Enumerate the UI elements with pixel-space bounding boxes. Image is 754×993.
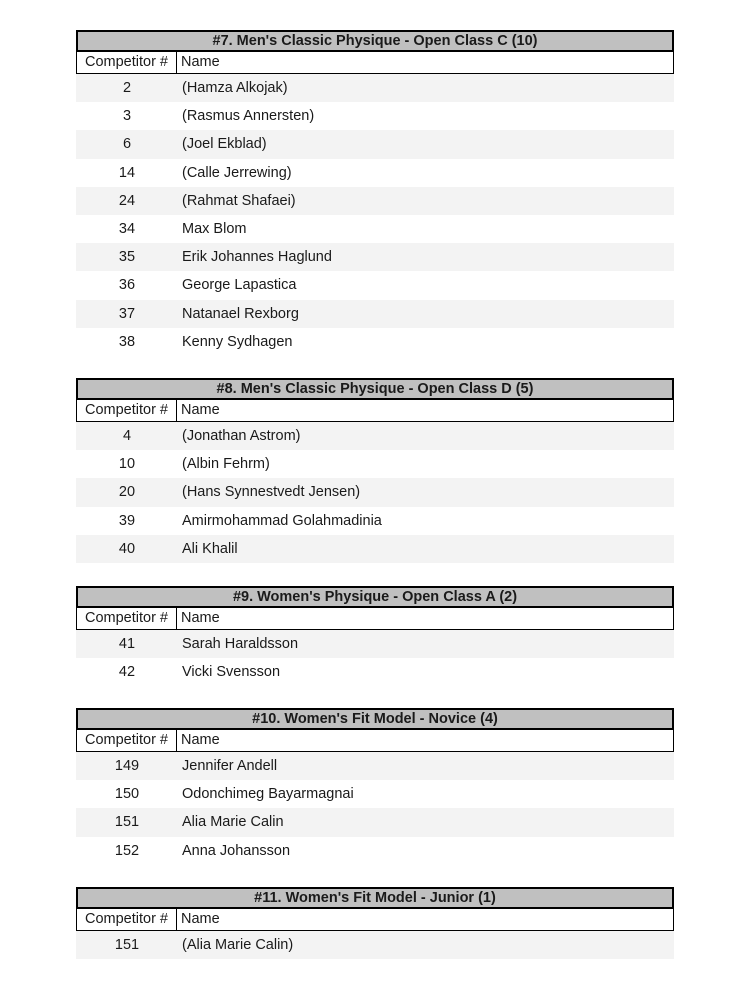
header-name: Name (181, 911, 220, 927)
table-row (76, 752, 674, 780)
competitor-name: (Albin Fehrm) (182, 456, 270, 473)
table-row (76, 130, 674, 158)
competitor-name: Jennifer Andell (182, 758, 278, 774)
competitor-number: 39 (118, 512, 136, 529)
table-row (76, 300, 674, 328)
class-title: #8. Men's Classic Physique - Open Class D (5) (76, 378, 674, 400)
table-row (76, 187, 674, 215)
competitor-number: 35 (118, 249, 136, 266)
table-body (76, 752, 674, 865)
class-table (76, 586, 674, 686)
table-row (76, 328, 674, 356)
table-row (76, 658, 674, 686)
table-body (76, 74, 674, 356)
table-header (76, 52, 674, 74)
table-row (76, 507, 674, 535)
class-table (76, 30, 674, 356)
table-row (76, 422, 674, 450)
competitor-name: Max Blom (182, 220, 247, 237)
competitor-name: Vicki Svensson (182, 664, 281, 681)
competitor-number: 37 (118, 305, 136, 322)
competitor-name: (Rasmus Annersten) (182, 108, 315, 125)
table-row (76, 837, 674, 865)
table-row (76, 478, 674, 506)
competitor-name: (Rahmat Shafaei) (182, 192, 296, 209)
competitor-name: Erik Johannes Haglund (182, 249, 332, 266)
competitor-name: George Lapastica (182, 277, 297, 294)
table-header (76, 608, 674, 630)
table-row (76, 780, 674, 808)
competitor-number: 4 (122, 428, 132, 444)
competitor-number: 149 (114, 758, 140, 774)
class-table (76, 378, 674, 563)
competitor-number: 24 (118, 192, 136, 209)
competitor-name: Kenny Sydhagen (182, 333, 293, 350)
competitor-number: 41 (118, 636, 136, 652)
header-name: Name (181, 732, 220, 748)
class-table (76, 708, 674, 865)
competitor-number: 3 (122, 108, 132, 125)
competitor-name: Ali Khalil (182, 540, 238, 557)
competitor-name: (Calle Jerrewing) (182, 164, 292, 181)
competitor-name: (Joel Ekblad) (182, 136, 267, 153)
competitor-number: 151 (114, 937, 140, 953)
header-name: Name (181, 54, 220, 70)
table-row (76, 102, 674, 130)
class-title: #9. Women's Physique - Open Class A (2) (76, 586, 674, 608)
competitor-name: Anna Johansson (182, 842, 291, 859)
header-competitor-number: Competitor # (77, 909, 177, 930)
table-row (76, 74, 674, 102)
class-title: #10. Women's Fit Model - Novice (4) (76, 708, 674, 730)
competitor-number: 40 (118, 540, 136, 557)
table-row (76, 243, 674, 271)
competitor-name: (Hans Synnestvedt Jensen) (182, 484, 361, 501)
table-header (76, 400, 674, 422)
competitor-number: 151 (114, 814, 140, 831)
competitor-number: 20 (118, 484, 136, 501)
competitor-name: (Alia Marie Calin) (182, 937, 294, 953)
competitor-number: 14 (118, 164, 136, 181)
table-row (76, 215, 674, 243)
header-competitor-number: Competitor # (77, 730, 177, 751)
table-row (76, 159, 674, 187)
competitor-number: 6 (122, 136, 132, 153)
competitor-number: 150 (114, 786, 140, 803)
competitor-number: 42 (118, 664, 136, 681)
table-row (76, 931, 674, 959)
table-row (76, 271, 674, 299)
table-row (76, 808, 674, 836)
competitor-number: 36 (118, 277, 136, 294)
header-competitor-number: Competitor # (77, 52, 177, 73)
table-body (76, 422, 674, 563)
competitor-number: 2 (122, 80, 132, 96)
competitor-number: 10 (118, 456, 136, 473)
competitor-number: 152 (114, 842, 140, 859)
class-title: #11. Women's Fit Model - Junior (1) (76, 887, 674, 909)
table-header (76, 909, 674, 931)
header-name: Name (181, 402, 220, 418)
competitor-name: Alia Marie Calin (182, 814, 284, 831)
header-competitor-number: Competitor # (77, 400, 177, 421)
class-title: #7. Men's Classic Physique - Open Class C (10) (76, 30, 674, 52)
competitor-name: Sarah Haraldsson (182, 636, 299, 652)
competitor-name: Odonchimeg Bayarmagnai (182, 786, 354, 803)
header-name: Name (181, 610, 220, 626)
table-body (76, 630, 674, 686)
competitor-name: (Jonathan Astrom) (182, 428, 301, 444)
table-header (76, 730, 674, 752)
competitor-number: 34 (118, 220, 136, 237)
table-row (76, 450, 674, 478)
competitor-number: 38 (118, 333, 136, 350)
competitor-name: Amirmohammad Golahmadinia (182, 512, 382, 529)
competitor-name: (Hamza Alkojak) (182, 80, 288, 96)
table-row (76, 535, 674, 563)
table-row (76, 630, 674, 658)
competitor-name: Natanael Rexborg (182, 305, 299, 322)
table-body (76, 931, 674, 959)
class-table (76, 887, 674, 959)
header-competitor-number: Competitor # (77, 608, 177, 629)
